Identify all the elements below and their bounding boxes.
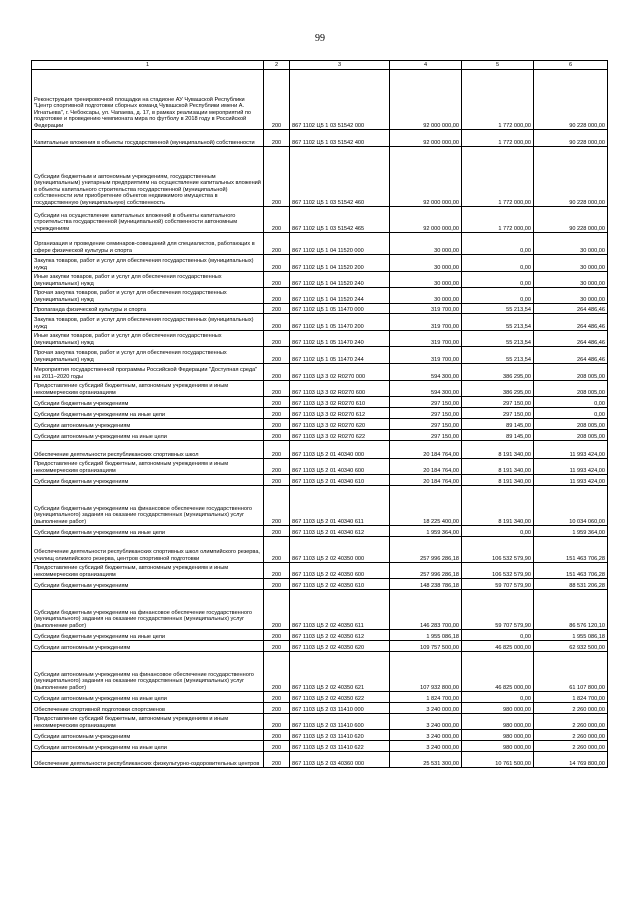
row-name: Субсидии автономным учреждениям (32, 641, 264, 652)
table-row (32, 459, 608, 475)
row-amount-approved: 3 240 000,00 (390, 730, 462, 741)
row-name: Прочая закупка товаров, работ и услуг для обеспечения государственных (муниципальных) нужд (32, 288, 264, 304)
row-amount-executed: 59 707 579,90 (462, 579, 534, 590)
row-name: Мероприятия государственной программы Российской Федерации "Доступная среда" на 2011–2020 годы (32, 364, 264, 381)
row-amount-executed: 55 213,54 (462, 304, 534, 314)
row-amount-executed: 386 295,00 (462, 364, 534, 381)
row-kbk: 867 1103 Ц5 2 03 11410 000 (290, 703, 390, 714)
row-kbk: 867 1103 Ц5 2 03 40360 000 (290, 752, 390, 768)
table-row (32, 347, 608, 364)
row-kbk: 867 1103 Ц5 2 02 40350 612 (290, 630, 390, 641)
row-amount-executed: 106 532 579,90 (462, 537, 534, 563)
row-name: Субсидии автономным учреждениям (32, 419, 264, 430)
row-amount-executed: 89 145,00 (462, 430, 534, 441)
table-row (32, 272, 608, 288)
row-amount-executed: 46 825 000,00 (462, 652, 534, 692)
row-name: Закупка товаров, работ и услуг для обеспечения государственных (муниципальных) нужд (32, 255, 264, 272)
row-code: 200 (264, 430, 290, 441)
row-amount-approved: 30 000,00 (390, 272, 462, 288)
row-kbk: 867 1102 Ц5 1 03 51542 465 (290, 207, 390, 233)
row-code: 200 (264, 652, 290, 692)
row-kbk: 867 1102 Ц5 1 04 11520 000 (290, 233, 390, 255)
table-row (32, 714, 608, 730)
row-amount-executed: 1 772 000,00 (462, 207, 534, 233)
row-amount-remaining: 1 959 364,00 (534, 526, 608, 537)
row-amount-remaining: 11 993 424,00 (534, 475, 608, 486)
row-amount-executed: 1 772 000,00 (462, 70, 534, 130)
table-row (32, 752, 608, 768)
row-amount-executed: 0,00 (462, 692, 534, 703)
table-row (32, 579, 608, 590)
row-amount-approved: 297 150,00 (390, 408, 462, 419)
row-name: Капитальные вложения в объекты государственной (муниципальной) собственности (32, 130, 264, 147)
row-name: Иные закупки товаров, работ и услуг для обеспечения государственных (муниципальных) нужд (32, 331, 264, 347)
row-code: 200 (264, 381, 290, 397)
table-row (32, 692, 608, 703)
row-amount-executed: 0,00 (462, 630, 534, 641)
row-name: Субсидии автономным учреждениям на иные цели (32, 692, 264, 703)
row-amount-remaining: 90 228 000,00 (534, 130, 608, 147)
row-kbk: 867 1103 Ц5 2 03 11410 622 (290, 741, 390, 752)
row-amount-remaining: 2 260 000,00 (534, 714, 608, 730)
row-amount-executed: 0,00 (462, 272, 534, 288)
row-code: 200 (264, 741, 290, 752)
row-amount-remaining: 1 955 086,18 (534, 630, 608, 641)
row-amount-executed: 106 532 579,90 (462, 563, 534, 579)
header-col-2: 2 (264, 61, 290, 70)
row-kbk: 867 1102 Ц5 1 05 11470 244 (290, 347, 390, 364)
row-name: Обеспечение деятельности республиканских спортивных школ олимпийского резерва, училищ олимпийского резерва, центров спортивной подготовки (32, 537, 264, 563)
row-code: 200 (264, 147, 290, 207)
row-amount-executed: 55 213,54 (462, 331, 534, 347)
row-amount-remaining: 61 107 800,00 (534, 652, 608, 692)
row-kbk: 867 1102 Ц5 1 03 51542 000 (290, 70, 390, 130)
row-name: Субсидии бюджетным учреждениям на финансовое обеспечение государственного (муниципального) задания на оказание государственных (муниципальных) услуг (выполнение работ) (32, 486, 264, 526)
row-code: 200 (264, 714, 290, 730)
row-name: Обеспечение деятельности республиканских физкультурно-оздоровительных центров (32, 752, 264, 768)
row-amount-remaining: 264 486,46 (534, 304, 608, 314)
row-amount-remaining: 11 993 424,00 (534, 459, 608, 475)
row-kbk: 867 1103 Ц5 2 01 40340 612 (290, 526, 390, 537)
row-amount-remaining: 208 005,00 (534, 419, 608, 430)
row-code: 200 (264, 441, 290, 459)
row-amount-approved: 92 000 000,00 (390, 130, 462, 147)
table-row (32, 130, 608, 147)
row-kbk: 867 1103 Ц3 3 02 R0270 000 (290, 364, 390, 381)
row-name: Обеспечение спортивной подготовки спортсменов (32, 703, 264, 714)
row-amount-approved: 594 300,00 (390, 381, 462, 397)
row-amount-executed: 46 825 000,00 (462, 641, 534, 652)
row-kbk: 867 1103 Ц5 2 03 11410 600 (290, 714, 390, 730)
row-amount-remaining: 2 260 000,00 (534, 741, 608, 752)
row-code: 200 (264, 397, 290, 408)
row-amount-approved: 92 000 000,00 (390, 207, 462, 233)
table-row (32, 70, 608, 130)
row-amount-approved: 20 184 764,00 (390, 459, 462, 475)
row-amount-executed: 8 191 340,00 (462, 486, 534, 526)
row-amount-approved: 107 932 800,00 (390, 652, 462, 692)
row-amount-approved: 257 996 286,18 (390, 563, 462, 579)
row-kbk: 867 1102 Ц5 1 03 51542 460 (290, 147, 390, 207)
row-kbk: 867 1103 Ц5 2 02 40350 611 (290, 590, 390, 630)
row-amount-approved: 3 240 000,00 (390, 714, 462, 730)
row-code: 200 (264, 408, 290, 419)
row-amount-approved: 3 240 000,00 (390, 741, 462, 752)
row-amount-executed: 980 000,00 (462, 741, 534, 752)
table-row (32, 304, 608, 314)
table-row (32, 563, 608, 579)
row-amount-approved: 297 150,00 (390, 397, 462, 408)
table-row (32, 475, 608, 486)
row-name: Реконструкция тренировочной площадки на стадионе АУ Чувашской Республики "Центр спортивной подготовки сборных команд Чувашской Республики имени А. Игнатьева", г. Чебоксары, ул. Чапаева, д. 17, в рамках реализации мероприятий по подготовке и проведению чемпионата мира по футболу в 2018 году в Российской Федерации (32, 70, 264, 130)
row-amount-remaining: 10 034 060,00 (534, 486, 608, 526)
row-name: Субсидии автономным учреждениям на финансовое обеспечение государственного (муниципального) задания на оказание государственных (муниципальных) услуг (выполнение работ) (32, 652, 264, 692)
row-kbk: 867 1103 Ц3 3 02 R0270 620 (290, 419, 390, 430)
table-row (32, 314, 608, 331)
row-amount-executed: 297 150,00 (462, 397, 534, 408)
row-amount-executed: 55 213,54 (462, 347, 534, 364)
row-amount-approved: 319 700,00 (390, 347, 462, 364)
row-name: Субсидии бюджетным учреждениям на финансовое обеспечение государственного (муниципального) задания на оказание государственных (муниципальных) услуг (выполнение работ) (32, 590, 264, 630)
row-amount-remaining: 90 228 000,00 (534, 70, 608, 130)
table-row (32, 364, 608, 381)
row-amount-executed: 0,00 (462, 526, 534, 537)
row-kbk: 867 1103 Ц5 2 02 40350 622 (290, 692, 390, 703)
table-row (32, 147, 608, 207)
row-name: Пропаганда физической культуры и спорта (32, 304, 264, 314)
row-code: 200 (264, 459, 290, 475)
header-row (32, 61, 608, 70)
table-row (32, 741, 608, 752)
row-amount-approved: 1 824 700,00 (390, 692, 462, 703)
row-amount-remaining: 90 228 000,00 (534, 207, 608, 233)
row-amount-approved: 1 955 086,18 (390, 630, 462, 641)
row-amount-remaining: 30 000,00 (534, 233, 608, 255)
row-amount-approved: 319 700,00 (390, 314, 462, 331)
row-code: 200 (264, 70, 290, 130)
table-row (32, 703, 608, 714)
row-kbk: 867 1103 Ц5 2 02 40350 621 (290, 652, 390, 692)
row-amount-remaining: 0,00 (534, 408, 608, 419)
row-amount-remaining: 151 463 706,28 (534, 563, 608, 579)
table-row (32, 652, 608, 692)
row-amount-remaining: 90 228 000,00 (534, 147, 608, 207)
row-code: 200 (264, 630, 290, 641)
row-amount-approved: 297 150,00 (390, 430, 462, 441)
row-kbk: 867 1103 Ц3 3 02 R0270 622 (290, 430, 390, 441)
row-amount-executed: 89 145,00 (462, 419, 534, 430)
table-row (32, 630, 608, 641)
row-name: Предоставление субсидий бюджетным, автономным учреждениям и иным некоммерческим организациям (32, 563, 264, 579)
row-name: Субсидии автономным учреждениям на иные цели (32, 430, 264, 441)
table-row (32, 419, 608, 430)
row-amount-remaining: 208 005,00 (534, 430, 608, 441)
page-number: 99 (315, 33, 325, 44)
row-amount-approved: 20 184 764,00 (390, 441, 462, 459)
row-kbk: 867 1102 Ц5 1 04 11520 240 (290, 272, 390, 288)
table-row (32, 233, 608, 255)
row-code: 200 (264, 331, 290, 347)
row-kbk: 867 1103 Ц5 2 03 11410 620 (290, 730, 390, 741)
header-col-4: 4 (390, 61, 462, 70)
row-amount-approved: 594 300,00 (390, 364, 462, 381)
header-col-6: 6 (534, 61, 608, 70)
row-amount-executed: 1 772 000,00 (462, 130, 534, 147)
table-row (32, 288, 608, 304)
row-amount-approved: 109 757 500,00 (390, 641, 462, 652)
row-name: Субсидии бюджетным и автономным учреждениям, государственным (муниципальным) унитарным предприятиям на осуществление капитальных вложений в объекты капитального строительства государственной (муниципальной) собственности или приобретение объектов недвижимого имущества в государственную (муниципальную) собственность (32, 147, 264, 207)
row-amount-approved: 319 700,00 (390, 304, 462, 314)
row-name: Субсидии автономным учреждениям (32, 730, 264, 741)
row-code: 200 (264, 526, 290, 537)
row-kbk: 867 1103 Ц5 2 02 40350 000 (290, 537, 390, 563)
row-name: Субсидии автономным учреждениям на иные цели (32, 741, 264, 752)
row-amount-executed: 386 295,00 (462, 381, 534, 397)
row-code: 200 (264, 130, 290, 147)
row-amount-remaining: 11 993 424,00 (534, 441, 608, 459)
row-amount-remaining: 1 824 700,00 (534, 692, 608, 703)
row-code: 200 (264, 703, 290, 714)
row-name: Субсидии бюджетным учреждениям (32, 579, 264, 590)
row-amount-remaining: 264 486,46 (534, 314, 608, 331)
row-amount-remaining: 14 769 800,00 (534, 752, 608, 768)
table-row (32, 641, 608, 652)
table-row (32, 331, 608, 347)
row-code: 200 (264, 563, 290, 579)
row-amount-approved: 257 996 286,18 (390, 537, 462, 563)
row-name: Субсидии бюджетным учреждениям на иные цели (32, 408, 264, 419)
row-amount-approved: 297 150,00 (390, 419, 462, 430)
row-kbk: 867 1103 Ц5 2 02 40350 600 (290, 563, 390, 579)
row-name: Субсидии бюджетным учреждениям на иные цели (32, 630, 264, 641)
table-row (32, 397, 608, 408)
row-amount-approved: 18 225 400,00 (390, 486, 462, 526)
row-amount-executed: 8 191 340,00 (462, 441, 534, 459)
row-amount-remaining: 0,00 (534, 397, 608, 408)
row-amount-remaining: 151 463 706,28 (534, 537, 608, 563)
row-kbk: 867 1103 Ц3 3 02 R0270 612 (290, 408, 390, 419)
row-amount-approved: 92 000 000,00 (390, 70, 462, 130)
row-code: 200 (264, 579, 290, 590)
row-code: 200 (264, 314, 290, 331)
row-code: 200 (264, 486, 290, 526)
row-amount-approved: 146 283 700,00 (390, 590, 462, 630)
row-amount-approved: 20 184 764,00 (390, 475, 462, 486)
row-name: Обеспечение деятельности республиканских спортивных школ (32, 441, 264, 459)
row-code: 200 (264, 590, 290, 630)
row-amount-approved: 30 000,00 (390, 288, 462, 304)
row-kbk: 867 1103 Ц3 3 02 R0270 610 (290, 397, 390, 408)
table-row (32, 537, 608, 563)
row-amount-remaining: 88 531 206,28 (534, 579, 608, 590)
row-kbk: 867 1102 Ц5 1 05 11470 240 (290, 331, 390, 347)
row-amount-remaining: 208 005,00 (534, 381, 608, 397)
row-code: 200 (264, 233, 290, 255)
header-col-1: 1 (32, 61, 264, 70)
row-amount-executed: 1 772 000,00 (462, 147, 534, 207)
row-name: Субсидии бюджетным учреждениям на иные цели (32, 526, 264, 537)
row-amount-approved: 92 000 000,00 (390, 147, 462, 207)
table-row (32, 730, 608, 741)
row-kbk: 867 1102 Ц5 1 04 11520 200 (290, 255, 390, 272)
row-amount-executed: 980 000,00 (462, 730, 534, 741)
row-amount-approved: 25 531 300,00 (390, 752, 462, 768)
row-name: Предоставление субсидий бюджетным, автономным учреждениям и иным некоммерческим организациям (32, 459, 264, 475)
table-row (32, 381, 608, 397)
row-amount-executed: 55 213,54 (462, 314, 534, 331)
row-code: 200 (264, 207, 290, 233)
row-code: 200 (264, 752, 290, 768)
budget-table (31, 60, 608, 768)
row-amount-executed: 980 000,00 (462, 703, 534, 714)
row-code: 200 (264, 347, 290, 364)
row-amount-executed: 980 000,00 (462, 714, 534, 730)
row-name: Закупка товаров, работ и услуг для обеспечения государственных (муниципальных) нужд (32, 314, 264, 331)
row-code: 200 (264, 304, 290, 314)
row-amount-approved: 148 238 786,18 (390, 579, 462, 590)
table-row (32, 486, 608, 526)
row-name: Прочая закупка товаров, работ и услуг для обеспечения государственных (муниципальных) нужд (32, 347, 264, 364)
row-amount-approved: 30 000,00 (390, 233, 462, 255)
row-amount-remaining: 30 000,00 (534, 272, 608, 288)
table-row (32, 526, 608, 537)
row-amount-remaining: 2 260 000,00 (534, 703, 608, 714)
row-amount-remaining: 62 932 500,00 (534, 641, 608, 652)
table-row (32, 255, 608, 272)
row-kbk: 867 1102 Ц5 1 05 11470 000 (290, 304, 390, 314)
row-amount-approved: 319 700,00 (390, 331, 462, 347)
row-name: Иные закупки товаров, работ и услуг для обеспечения государственных (муниципальных) нужд (32, 272, 264, 288)
row-kbk: 867 1102 Ц5 1 04 11520 244 (290, 288, 390, 304)
row-name: Субсидии бюджетным учреждениям (32, 475, 264, 486)
table-row (32, 441, 608, 459)
row-amount-executed: 8 191 340,00 (462, 475, 534, 486)
row-amount-approved: 30 000,00 (390, 255, 462, 272)
row-name: Субсидии на осуществление капитальных вложений в объекты капитального строительства государственной (муниципальной) собственности автономным учреждениям (32, 207, 264, 233)
row-amount-remaining: 30 000,00 (534, 255, 608, 272)
row-amount-executed: 0,00 (462, 233, 534, 255)
row-amount-remaining: 30 000,00 (534, 288, 608, 304)
row-name: Организация и проведение семинаров-совещаний для специалистов, работающих в сфере физической культуры и спорта (32, 233, 264, 255)
table-row (32, 430, 608, 441)
header-col-5: 5 (462, 61, 534, 70)
row-kbk: 867 1103 Ц5 2 02 40350 620 (290, 641, 390, 652)
row-code: 200 (264, 364, 290, 381)
row-amount-remaining: 264 486,46 (534, 331, 608, 347)
row-amount-executed: 59 707 579,90 (462, 590, 534, 630)
row-amount-executed: 8 191 340,00 (462, 459, 534, 475)
row-amount-remaining: 86 576 120,10 (534, 590, 608, 630)
row-kbk: 867 1103 Ц5 2 01 40340 000 (290, 441, 390, 459)
row-code: 200 (264, 475, 290, 486)
row-code: 200 (264, 641, 290, 652)
row-code: 200 (264, 255, 290, 272)
row-code: 200 (264, 288, 290, 304)
row-amount-executed: 0,00 (462, 288, 534, 304)
table-row (32, 207, 608, 233)
row-kbk: 867 1102 Ц5 1 05 11470 200 (290, 314, 390, 331)
row-code: 200 (264, 419, 290, 430)
table-row (32, 590, 608, 630)
row-amount-approved: 1 959 364,00 (390, 526, 462, 537)
row-amount-remaining: 208 005,00 (534, 364, 608, 381)
row-amount-executed: 0,00 (462, 255, 534, 272)
row-code: 200 (264, 730, 290, 741)
row-kbk: 867 1103 Ц5 2 01 40340 600 (290, 459, 390, 475)
header-col-3: 3 (290, 61, 390, 70)
row-amount-executed: 10 761 500,00 (462, 752, 534, 768)
row-amount-remaining: 264 486,46 (534, 347, 608, 364)
table-row (32, 408, 608, 419)
row-kbk: 867 1102 Ц5 1 03 51542 400 (290, 130, 390, 147)
row-code: 200 (264, 272, 290, 288)
row-kbk: 867 1103 Ц5 2 02 40350 610 (290, 579, 390, 590)
row-code: 200 (264, 692, 290, 703)
row-kbk: 867 1103 Ц5 2 01 40340 611 (290, 486, 390, 526)
row-name: Субсидии бюджетным учреждениям (32, 397, 264, 408)
row-code: 200 (264, 537, 290, 563)
row-name: Предоставление субсидий бюджетным, автономным учреждениям и иным некоммерческим организациям (32, 714, 264, 730)
row-name: Предоставление субсидий бюджетным, автономным учреждениям и иным некоммерческим организациям (32, 381, 264, 397)
row-kbk: 867 1103 Ц5 2 01 40340 610 (290, 475, 390, 486)
row-kbk: 867 1103 Ц3 3 02 R0270 600 (290, 381, 390, 397)
row-amount-executed: 297 150,00 (462, 408, 534, 419)
row-amount-approved: 3 240 000,00 (390, 703, 462, 714)
row-amount-remaining: 2 260 000,00 (534, 730, 608, 741)
